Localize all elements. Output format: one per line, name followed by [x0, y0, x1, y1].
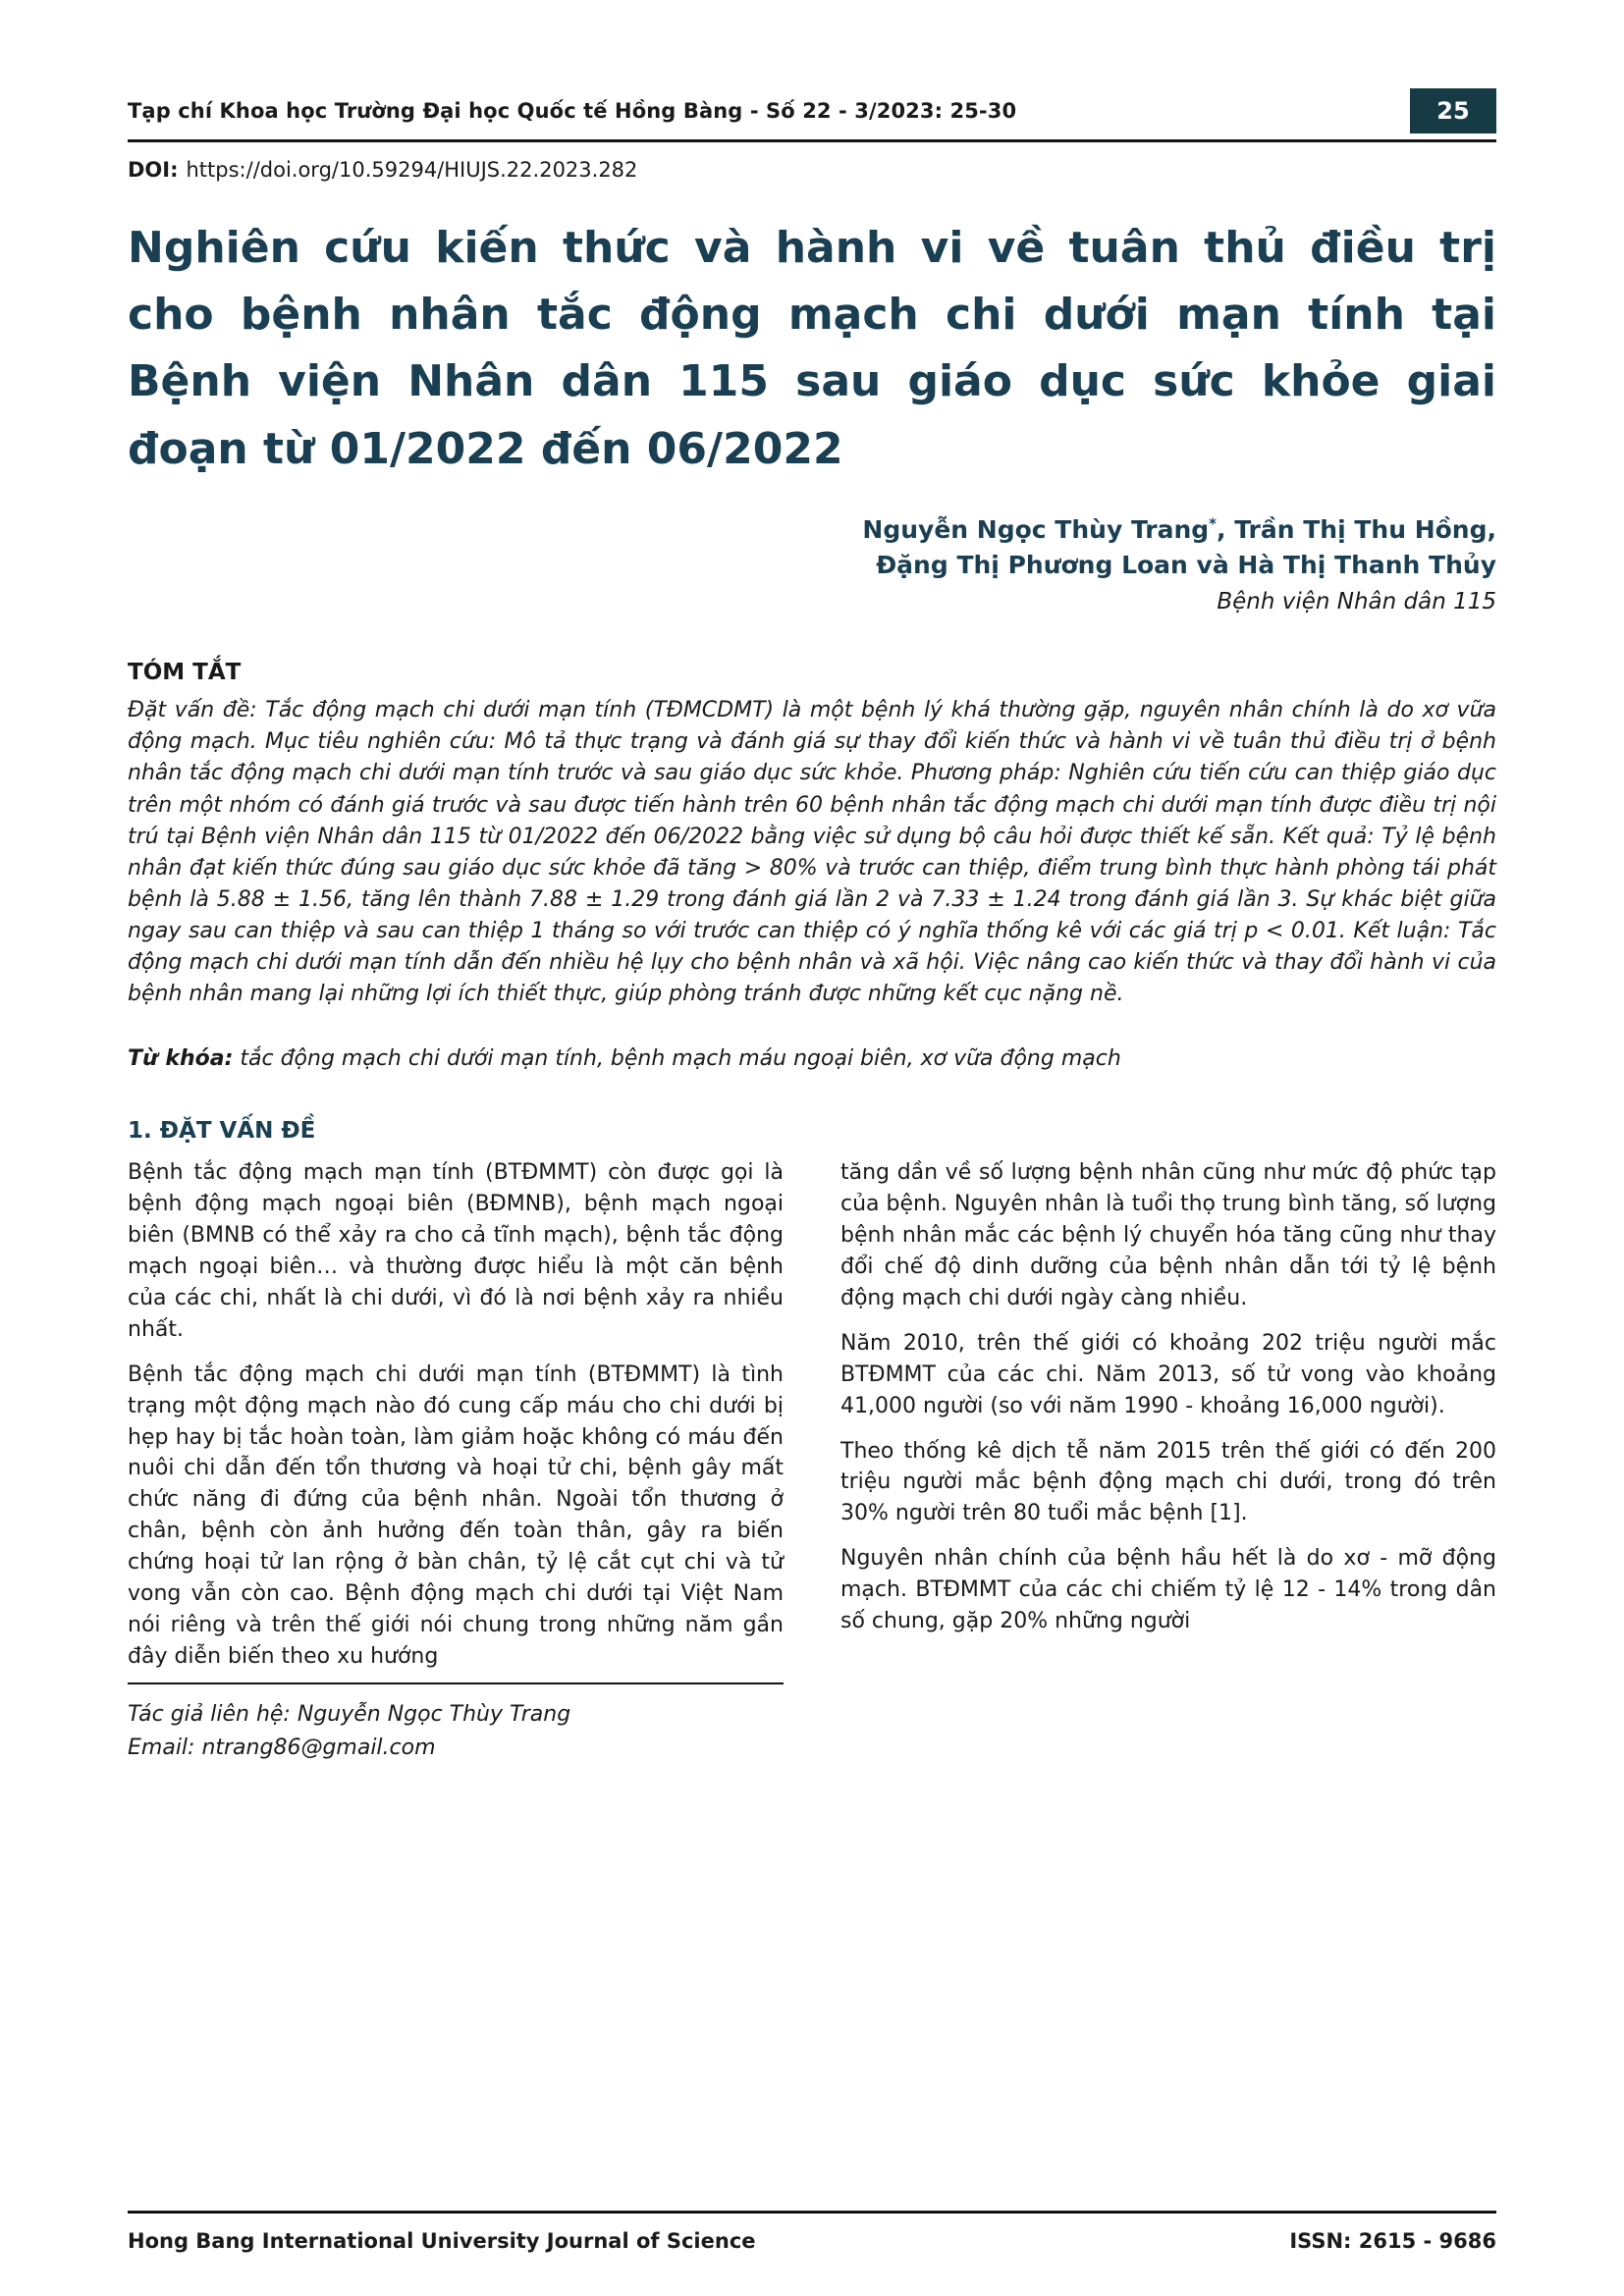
doi-link[interactable]: https://doi.org/10.59294/HIUJS.22.2023.282 [186, 158, 638, 182]
correspondence-author: Tác giả liên hệ: Nguyễn Ngọc Thùy Trang [128, 1701, 571, 1727]
page-header [128, 88, 1496, 142]
page-number-badge: 25 [1410, 88, 1496, 133]
body-paragraph: Bệnh tắc động mạch mạn tính (BTĐMMT) còn được gọi là bệnh động mạch ngoại biên (BĐMNB), bệnh mạch ngoại biên (BMNB có thể xảy ra cho cả tĩnh mạch), bệnh tắc động mạch ngoại biên… và thường được hiểu là một căn bệnh của các chi, nhất là chi dưới, vì đó là nơi bệnh xảy ra nhiều nhất. [128, 1160, 784, 1342]
abstract-section [128, 660, 1496, 1010]
authors-block [128, 512, 1496, 584]
abstract-body: Đặt vấn đề: Tắc động mạch chi dưới mạn tính (TĐMCDMT) là một bệnh lý khá thường gặp, nguyên nhân chính là do xơ vữa động mạch. Mục tiêu nghiên cứu: Mô tả thực trạng và đánh giá sự thay đổi kiến thức và hành vi về tuân thủ điều trị ở bệnh nhân tắc động mạch chi dưới mạn tính trước và sau giáo dục sức khỏe. Phương pháp: Nghiên cứu tiến cứu can thiệp giáo dục trên một nhóm có đánh giá trước và sau được tiến hành trên 60 bệnh nhân tắc động mạch chi dưới mạn tính được điều trị nội trú tại Bệnh viện Nhân dân 115 từ 01/2022 đến 06/2022 bằng việc sử dụng bộ câu hỏi được thiết kế sẵn. Kết quả: Tỷ lệ bệnh nhân đạt kiến thức đúng sau giáo dục sức khỏe đã tăng > 80% và trước can thiệp, điểm trung bình thực hành phòng tái phát bệnh là 5.88 ± 1.56, tăng lên thành 7.88 ± 1.29 trong đánh giá lần 2 và 7.33 ± 1.24 trong đánh giá lần 3. Sự khác biệt giữa ngay sau can thiệp và sau can thiệp 1 tháng so với trước can thiệp có ý nghĩa thống kê với các giá trị p < 0.01. Kết luận: Tắc động mạch chi dưới mạn tính dẫn đến nhiều hệ lụy cho bệnh nhân và xã hội. Việc nâng cao kiến thức và thay đổi hành vi của bệnh nhân mang lại những lợi ích thiết thực, giúp phòng tránh được những kết cục nặng nề. [128, 698, 1496, 1007]
footer-journal-name: Hong Bang International University Journal of Science [128, 2229, 756, 2253]
left-column [128, 1157, 784, 1672]
body-paragraph: Nguyên nhân chính của bệnh hầu hết là do xơ - mỡ động mạch. BTĐMMT của các chi chiếm tỷ lệ 12 - 14% trong dân số chung, gặp 20% những người [840, 1546, 1496, 1634]
right-column [840, 1157, 1496, 1672]
body-paragraph: Năm 2010, trên thế giới có khoảng 202 triệu người mắc BTĐMMT của các chi. Năm 2013, số tử vong vào khoảng 41,000 người (so với năm 1990 - khoảng 16,000 người). [840, 1330, 1496, 1418]
keywords-text: tắc động mạch chi dưới mạn tính, bệnh mạch máu ngoại biên, xơ vữa động mạch [233, 1046, 1121, 1072]
correspondence-block [128, 1682, 784, 1765]
two-column-body [128, 1157, 1496, 1672]
body-paragraph: Bệnh tắc động mạch chi dưới mạn tính (BTĐMMT) là tình trạng một động mạch nào đó cung cấp máu cho chi dưới bị hẹp hay bị tắc hoàn toàn, làm giảm hoặc không có máu đến nuôi chi dẫn đến tổn thương và hoại tử chi, bệnh gây mất chức năng đi đứng của bệnh nhân. Ngoài tổn thương ở chân, bệnh còn ảnh hưởng đến toàn thân, gây ra biến chứng hoại tử lan rộng ở bàn chân, tỷ lệ cắt cụt chi và tử vong vẫn còn cao. Bệnh động mạch chi dưới tại Việt Nam nói riêng và trên thế giới nói chung trong những năm gần đây diễn biến theo xu hướng [128, 1362, 784, 1669]
author-name-1: Nguyễn Ngọc Thùy Trang [862, 514, 1210, 544]
keywords-line [128, 1043, 1496, 1075]
correspondence-email: Email: ntrang86@gmail.com [128, 1735, 436, 1760]
authors-line-2: Đặng Thị Phương Loan và Hà Thị Thanh Thủy [876, 551, 1496, 579]
body-paragraph: tăng dần về số lượng bệnh nhân cũng như mức độ phức tạp của bệnh. Nguyên nhân là tuổi thọ trung bình tăng, số lượng bệnh nhân mắc các bệnh lý chuyển hóa tăng cũng như thay đổi chế độ dinh dưỡng của bệnh nhân dẫn tới tỷ lệ bệnh động mạch chi dưới ngày càng nhiều. [840, 1160, 1496, 1311]
article-title: Nghiên cứu kiến thức và hành vi về tuân thủ điều trị cho bệnh nhân tắc động mạch chi dưới mạn tính tại Bệnh viện Nhân dân 115 sau giáo dục sức khỏe giai đoạn từ 01/2022 đến 06/2022 [128, 223, 1496, 474]
journal-title-line: Tạp chí Khoa học Trường Đại học Quốc tế Hồng Bàng - Số 22 - 3/2023: 25-30 [128, 99, 1017, 123]
page-footer [128, 2211, 1496, 2253]
doi-row [128, 158, 1496, 182]
footer-issn: ISSN: 2615 - 9686 [1289, 2229, 1496, 2253]
doi-label: DOI: [128, 158, 179, 182]
authors-line-1-rest: , Trần Thị Thu Hồng, [1217, 514, 1496, 544]
keywords-label: Từ khóa: [128, 1046, 234, 1072]
corresponding-author-mark: * [1209, 514, 1218, 533]
body-paragraph: Theo thống kê dịch tễ năm 2015 trên thế giới có đến 200 triệu người mắc bệnh động mạch chi dưới, trong đó trên 30% người trên 80 tuổi mắc bệnh [1]. [840, 1438, 1496, 1526]
abstract-heading: TÓM TẮT [128, 660, 242, 686]
section-1-heading: 1. ĐẶT VẤN ĐỀ [128, 1118, 316, 1145]
affiliation: Bệnh viện Nhân dân 115 [1217, 589, 1496, 615]
authors-line-1 [128, 512, 1496, 548]
